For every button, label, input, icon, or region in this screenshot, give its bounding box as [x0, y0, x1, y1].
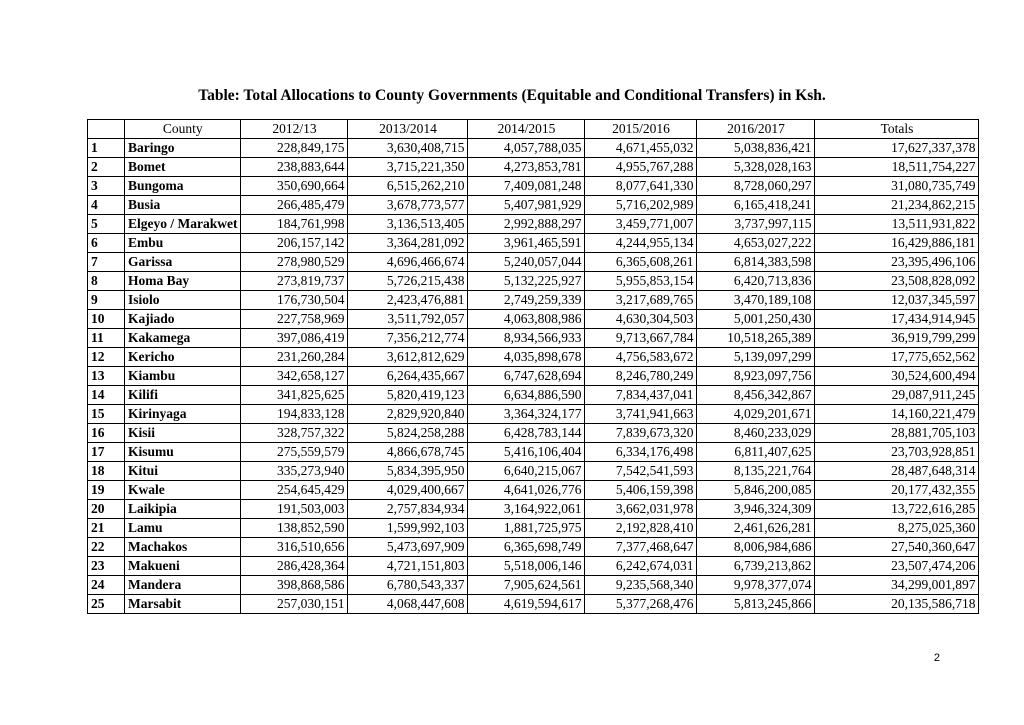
- table-row: [88, 424, 979, 443]
- value-2015-2016-cell: 4,671,455,032: [585, 139, 697, 158]
- row-index-cell: 18: [88, 462, 125, 481]
- value-2012-13-cell: 138,852,590: [241, 519, 348, 538]
- value-2015-2016-cell: 7,542,541,593: [585, 462, 697, 481]
- county-name-cell: Homa Bay: [125, 272, 241, 291]
- value-2014-2015-cell: 1,881,725,975: [468, 519, 585, 538]
- value-2016-2017-cell: 6,814,383,598: [697, 253, 815, 272]
- column-header-2012-13: 2012/13: [241, 120, 348, 139]
- value-2013-2014-cell: 6,264,435,667: [348, 367, 468, 386]
- value-2015-2016-cell: 5,716,202,989: [585, 196, 697, 215]
- county-name-cell: Kirinyaga: [125, 405, 241, 424]
- value-2016-2017-cell: 6,739,213,862: [697, 557, 815, 576]
- allocations-table: [87, 119, 979, 614]
- value-2016-2017-cell: 5,328,028,163: [697, 158, 815, 177]
- row-index-cell: 23: [88, 557, 125, 576]
- value-2014-2015-cell: 6,747,628,694: [468, 367, 585, 386]
- table-row: [88, 405, 979, 424]
- value-2013-2014-cell: 2,423,476,881: [348, 291, 468, 310]
- value-2015-2016-cell: 4,630,304,503: [585, 310, 697, 329]
- value-2014-2015-cell: 3,364,324,177: [468, 405, 585, 424]
- county-name-cell: Kisii: [125, 424, 241, 443]
- county-name-cell: Kisumu: [125, 443, 241, 462]
- value-2013-2014-cell: 5,726,215,438: [348, 272, 468, 291]
- table-row: [88, 196, 979, 215]
- value-2016-2017-cell: 5,813,245,866: [697, 595, 815, 614]
- county-name-cell: Busia: [125, 196, 241, 215]
- value-2013-2014-cell: 5,824,258,288: [348, 424, 468, 443]
- value-2015-2016-cell: 8,246,780,249: [585, 367, 697, 386]
- row-index-cell: 22: [88, 538, 125, 557]
- value-2013-2014-cell: 5,473,697,909: [348, 538, 468, 557]
- table-row: [88, 386, 979, 405]
- county-name-cell: Marsabit: [125, 595, 241, 614]
- value-2014-2015-cell: 6,365,698,749: [468, 538, 585, 557]
- row-index-cell: 17: [88, 443, 125, 462]
- value-2013-2014-cell: 6,780,543,337: [348, 576, 468, 595]
- value-2016-2017-cell: 8,923,097,756: [697, 367, 815, 386]
- table-row: [88, 595, 979, 614]
- value-2016-2017-cell: 2,461,626,281: [697, 519, 815, 538]
- county-name-cell: Bomet: [125, 158, 241, 177]
- value-2012-13-cell: 191,503,003: [241, 500, 348, 519]
- total-cell: 17,627,337,378: [815, 139, 979, 158]
- value-2012-13-cell: 398,868,586: [241, 576, 348, 595]
- value-2014-2015-cell: 8,934,566,933: [468, 329, 585, 348]
- row-index-cell: 5: [88, 215, 125, 234]
- column-header-2013-2014: 2013/2014: [348, 120, 468, 139]
- value-2015-2016-cell: 4,244,955,134: [585, 234, 697, 253]
- value-2013-2014-cell: 3,715,221,350: [348, 158, 468, 177]
- table-row: [88, 139, 979, 158]
- value-2012-13-cell: 341,825,625: [241, 386, 348, 405]
- table-row: [88, 367, 979, 386]
- table-header-row: [88, 120, 979, 139]
- row-index-cell: 10: [88, 310, 125, 329]
- total-cell: 18,511,754,227: [815, 158, 979, 177]
- value-2015-2016-cell: 5,955,853,154: [585, 272, 697, 291]
- county-name-cell: Isiolo: [125, 291, 241, 310]
- table-row: [88, 576, 979, 595]
- value-2014-2015-cell: 6,634,886,590: [468, 386, 585, 405]
- value-2014-2015-cell: 4,273,853,781: [468, 158, 585, 177]
- page-number: 2: [933, 652, 940, 664]
- value-2016-2017-cell: 5,846,200,085: [697, 481, 815, 500]
- value-2013-2014-cell: 2,829,920,840: [348, 405, 468, 424]
- column-header-index: [88, 120, 125, 139]
- value-2016-2017-cell: 5,139,097,299: [697, 348, 815, 367]
- county-name-cell: Kakamega: [125, 329, 241, 348]
- row-index-cell: 7: [88, 253, 125, 272]
- value-2012-13-cell: 273,819,737: [241, 272, 348, 291]
- value-2016-2017-cell: 3,470,189,108: [697, 291, 815, 310]
- value-2014-2015-cell: 6,428,783,144: [468, 424, 585, 443]
- county-name-cell: Makueni: [125, 557, 241, 576]
- county-name-cell: Kericho: [125, 348, 241, 367]
- value-2015-2016-cell: 6,365,608,261: [585, 253, 697, 272]
- value-2015-2016-cell: 9,713,667,784: [585, 329, 697, 348]
- value-2013-2014-cell: 3,511,792,057: [348, 310, 468, 329]
- value-2012-13-cell: 286,428,364: [241, 557, 348, 576]
- value-2014-2015-cell: 2,992,888,297: [468, 215, 585, 234]
- value-2015-2016-cell: 3,741,941,663: [585, 405, 697, 424]
- county-name-cell: Garissa: [125, 253, 241, 272]
- value-2013-2014-cell: 3,364,281,092: [348, 234, 468, 253]
- value-2016-2017-cell: 6,811,407,625: [697, 443, 815, 462]
- column-header-2016-2017: 2016/2017: [697, 120, 815, 139]
- total-cell: 21,234,862,215: [815, 196, 979, 215]
- value-2016-2017-cell: 8,135,221,764: [697, 462, 815, 481]
- value-2013-2014-cell: 4,068,447,608: [348, 595, 468, 614]
- value-2016-2017-cell: 8,460,233,029: [697, 424, 815, 443]
- value-2012-13-cell: 278,980,529: [241, 253, 348, 272]
- row-index-cell: 21: [88, 519, 125, 538]
- value-2015-2016-cell: 3,217,689,765: [585, 291, 697, 310]
- value-2014-2015-cell: 4,619,594,617: [468, 595, 585, 614]
- table-body: [88, 139, 979, 614]
- total-cell: 17,434,914,945: [815, 310, 979, 329]
- row-index-cell: 15: [88, 405, 125, 424]
- value-2014-2015-cell: 7,409,081,248: [468, 177, 585, 196]
- county-name-cell: Kiambu: [125, 367, 241, 386]
- total-cell: 20,177,432,355: [815, 481, 979, 500]
- value-2015-2016-cell: 2,192,828,410: [585, 519, 697, 538]
- value-2012-13-cell: 206,157,142: [241, 234, 348, 253]
- county-name-cell: Baringo: [125, 139, 241, 158]
- table-row: [88, 272, 979, 291]
- value-2013-2014-cell: 3,136,513,405: [348, 215, 468, 234]
- value-2013-2014-cell: 4,029,400,667: [348, 481, 468, 500]
- county-name-cell: Machakos: [125, 538, 241, 557]
- row-index-cell: 3: [88, 177, 125, 196]
- value-2012-13-cell: 266,485,479: [241, 196, 348, 215]
- total-cell: 28,487,648,314: [815, 462, 979, 481]
- table-row: [88, 177, 979, 196]
- total-cell: 23,507,474,206: [815, 557, 979, 576]
- total-cell: 14,160,221,479: [815, 405, 979, 424]
- value-2014-2015-cell: 5,416,106,404: [468, 443, 585, 462]
- value-2016-2017-cell: 4,653,027,222: [697, 234, 815, 253]
- value-2016-2017-cell: 8,006,984,686: [697, 538, 815, 557]
- value-2012-13-cell: 176,730,504: [241, 291, 348, 310]
- row-index-cell: 11: [88, 329, 125, 348]
- table-title: Table: Total Allocations to County Governments (Equitable and Conditional Transfers) in Ksh.: [198, 87, 826, 104]
- value-2014-2015-cell: 3,164,922,061: [468, 500, 585, 519]
- column-header-2014-2015: 2014/2015: [468, 120, 585, 139]
- county-name-cell: Kilifi: [125, 386, 241, 405]
- row-index-cell: 6: [88, 234, 125, 253]
- value-2013-2014-cell: 4,696,466,674: [348, 253, 468, 272]
- total-cell: 34,299,001,897: [815, 576, 979, 595]
- value-2014-2015-cell: 5,132,225,927: [468, 272, 585, 291]
- value-2016-2017-cell: 6,165,418,241: [697, 196, 815, 215]
- value-2013-2014-cell: 1,599,992,103: [348, 519, 468, 538]
- value-2012-13-cell: 254,645,429: [241, 481, 348, 500]
- value-2012-13-cell: 184,761,998: [241, 215, 348, 234]
- value-2015-2016-cell: 4,756,583,672: [585, 348, 697, 367]
- value-2015-2016-cell: 3,662,031,978: [585, 500, 697, 519]
- value-2013-2014-cell: 4,866,678,745: [348, 443, 468, 462]
- value-2014-2015-cell: 4,063,808,986: [468, 310, 585, 329]
- value-2013-2014-cell: 2,757,834,934: [348, 500, 468, 519]
- value-2012-13-cell: 350,690,664: [241, 177, 348, 196]
- table-row: [88, 158, 979, 177]
- value-2013-2014-cell: 5,834,395,950: [348, 462, 468, 481]
- row-index-cell: 25: [88, 595, 125, 614]
- row-index-cell: 19: [88, 481, 125, 500]
- value-2015-2016-cell: 7,834,437,041: [585, 386, 697, 405]
- row-index-cell: 1: [88, 139, 125, 158]
- county-name-cell: Bungoma: [125, 177, 241, 196]
- value-2014-2015-cell: 4,035,898,678: [468, 348, 585, 367]
- table-row: [88, 500, 979, 519]
- value-2012-13-cell: 328,757,322: [241, 424, 348, 443]
- county-name-cell: Kwale: [125, 481, 241, 500]
- total-cell: 8,275,025,360: [815, 519, 979, 538]
- value-2015-2016-cell: 5,377,268,476: [585, 595, 697, 614]
- value-2015-2016-cell: 8,077,641,330: [585, 177, 697, 196]
- total-cell: 23,395,496,106: [815, 253, 979, 272]
- value-2013-2014-cell: 3,678,773,577: [348, 196, 468, 215]
- value-2012-13-cell: 397,086,419: [241, 329, 348, 348]
- total-cell: 17,775,652,562: [815, 348, 979, 367]
- column-header-totals: Totals: [815, 120, 979, 139]
- value-2015-2016-cell: 5,406,159,398: [585, 481, 697, 500]
- county-name-cell: Elgeyo / Marakwet: [125, 215, 241, 234]
- total-cell: 27,540,360,647: [815, 538, 979, 557]
- value-2013-2014-cell: 7,356,212,774: [348, 329, 468, 348]
- table-row: [88, 557, 979, 576]
- row-index-cell: 24: [88, 576, 125, 595]
- total-cell: 29,087,911,245: [815, 386, 979, 405]
- total-cell: 28,881,705,103: [815, 424, 979, 443]
- county-name-cell: Mandera: [125, 576, 241, 595]
- row-index-cell: 9: [88, 291, 125, 310]
- total-cell: 31,080,735,749: [815, 177, 979, 196]
- row-index-cell: 14: [88, 386, 125, 405]
- total-cell: 13,722,616,285: [815, 500, 979, 519]
- total-cell: 12,037,345,597: [815, 291, 979, 310]
- value-2015-2016-cell: 9,235,568,340: [585, 576, 697, 595]
- value-2012-13-cell: 275,559,579: [241, 443, 348, 462]
- total-cell: 36,919,799,299: [815, 329, 979, 348]
- value-2014-2015-cell: 3,961,465,591: [468, 234, 585, 253]
- table-row: [88, 291, 979, 310]
- value-2013-2014-cell: 4,721,151,803: [348, 557, 468, 576]
- table-row: [88, 348, 979, 367]
- table-row: [88, 215, 979, 234]
- county-name-cell: Embu: [125, 234, 241, 253]
- value-2015-2016-cell: 7,839,673,320: [585, 424, 697, 443]
- value-2016-2017-cell: 5,038,836,421: [697, 139, 815, 158]
- table-row: [88, 329, 979, 348]
- county-name-cell: Laikipia: [125, 500, 241, 519]
- value-2015-2016-cell: 6,242,674,031: [585, 557, 697, 576]
- row-index-cell: 20: [88, 500, 125, 519]
- value-2013-2014-cell: 3,612,812,629: [348, 348, 468, 367]
- value-2016-2017-cell: 5,001,250,430: [697, 310, 815, 329]
- table-row: [88, 253, 979, 272]
- value-2016-2017-cell: 4,029,201,671: [697, 405, 815, 424]
- value-2012-13-cell: 228,849,175: [241, 139, 348, 158]
- total-cell: 16,429,886,181: [815, 234, 979, 253]
- row-index-cell: 4: [88, 196, 125, 215]
- value-2014-2015-cell: 5,407,981,929: [468, 196, 585, 215]
- value-2013-2014-cell: 5,820,419,123: [348, 386, 468, 405]
- value-2012-13-cell: 342,658,127: [241, 367, 348, 386]
- value-2014-2015-cell: 5,518,006,146: [468, 557, 585, 576]
- value-2016-2017-cell: 9,978,377,074: [697, 576, 815, 595]
- value-2016-2017-cell: 6,420,713,836: [697, 272, 815, 291]
- value-2014-2015-cell: 4,641,026,776: [468, 481, 585, 500]
- value-2012-13-cell: 257,030,151: [241, 595, 348, 614]
- table-row: [88, 519, 979, 538]
- value-2016-2017-cell: 3,737,997,115: [697, 215, 815, 234]
- row-index-cell: 13: [88, 367, 125, 386]
- value-2012-13-cell: 194,833,128: [241, 405, 348, 424]
- total-cell: 20,135,586,718: [815, 595, 979, 614]
- value-2015-2016-cell: 3,459,771,007: [585, 215, 697, 234]
- county-name-cell: Kitui: [125, 462, 241, 481]
- value-2016-2017-cell: 8,456,342,867: [697, 386, 815, 405]
- value-2014-2015-cell: 2,749,259,339: [468, 291, 585, 310]
- value-2014-2015-cell: 6,640,215,067: [468, 462, 585, 481]
- value-2015-2016-cell: 6,334,176,498: [585, 443, 697, 462]
- value-2013-2014-cell: 6,515,262,210: [348, 177, 468, 196]
- county-name-cell: Lamu: [125, 519, 241, 538]
- total-cell: 30,524,600,494: [815, 367, 979, 386]
- row-index-cell: 12: [88, 348, 125, 367]
- value-2016-2017-cell: 10,518,265,389: [697, 329, 815, 348]
- value-2016-2017-cell: 8,728,060,297: [697, 177, 815, 196]
- county-name-cell: Kajiado: [125, 310, 241, 329]
- table-row: [88, 443, 979, 462]
- table-row: [88, 538, 979, 557]
- total-cell: 23,703,928,851: [815, 443, 979, 462]
- table-row: [88, 481, 979, 500]
- value-2014-2015-cell: 7,905,624,561: [468, 576, 585, 595]
- value-2012-13-cell: 335,273,940: [241, 462, 348, 481]
- value-2012-13-cell: 238,883,644: [241, 158, 348, 177]
- table-row: [88, 462, 979, 481]
- table-row: [88, 310, 979, 329]
- value-2012-13-cell: 227,758,969: [241, 310, 348, 329]
- table-row: [88, 234, 979, 253]
- column-header-2015-2016: 2015/2016: [585, 120, 697, 139]
- value-2012-13-cell: 231,260,284: [241, 348, 348, 367]
- row-index-cell: 16: [88, 424, 125, 443]
- total-cell: 13,511,931,822: [815, 215, 979, 234]
- value-2013-2014-cell: 3,630,408,715: [348, 139, 468, 158]
- row-index-cell: 8: [88, 272, 125, 291]
- value-2012-13-cell: 316,510,656: [241, 538, 348, 557]
- total-cell: 23,508,828,092: [815, 272, 979, 291]
- value-2014-2015-cell: 5,240,057,044: [468, 253, 585, 272]
- value-2015-2016-cell: 7,377,468,647: [585, 538, 697, 557]
- value-2015-2016-cell: 4,955,767,288: [585, 158, 697, 177]
- value-2016-2017-cell: 3,946,324,309: [697, 500, 815, 519]
- row-index-cell: 2: [88, 158, 125, 177]
- value-2014-2015-cell: 4,057,788,035: [468, 139, 585, 158]
- column-header-county: County: [125, 120, 241, 139]
